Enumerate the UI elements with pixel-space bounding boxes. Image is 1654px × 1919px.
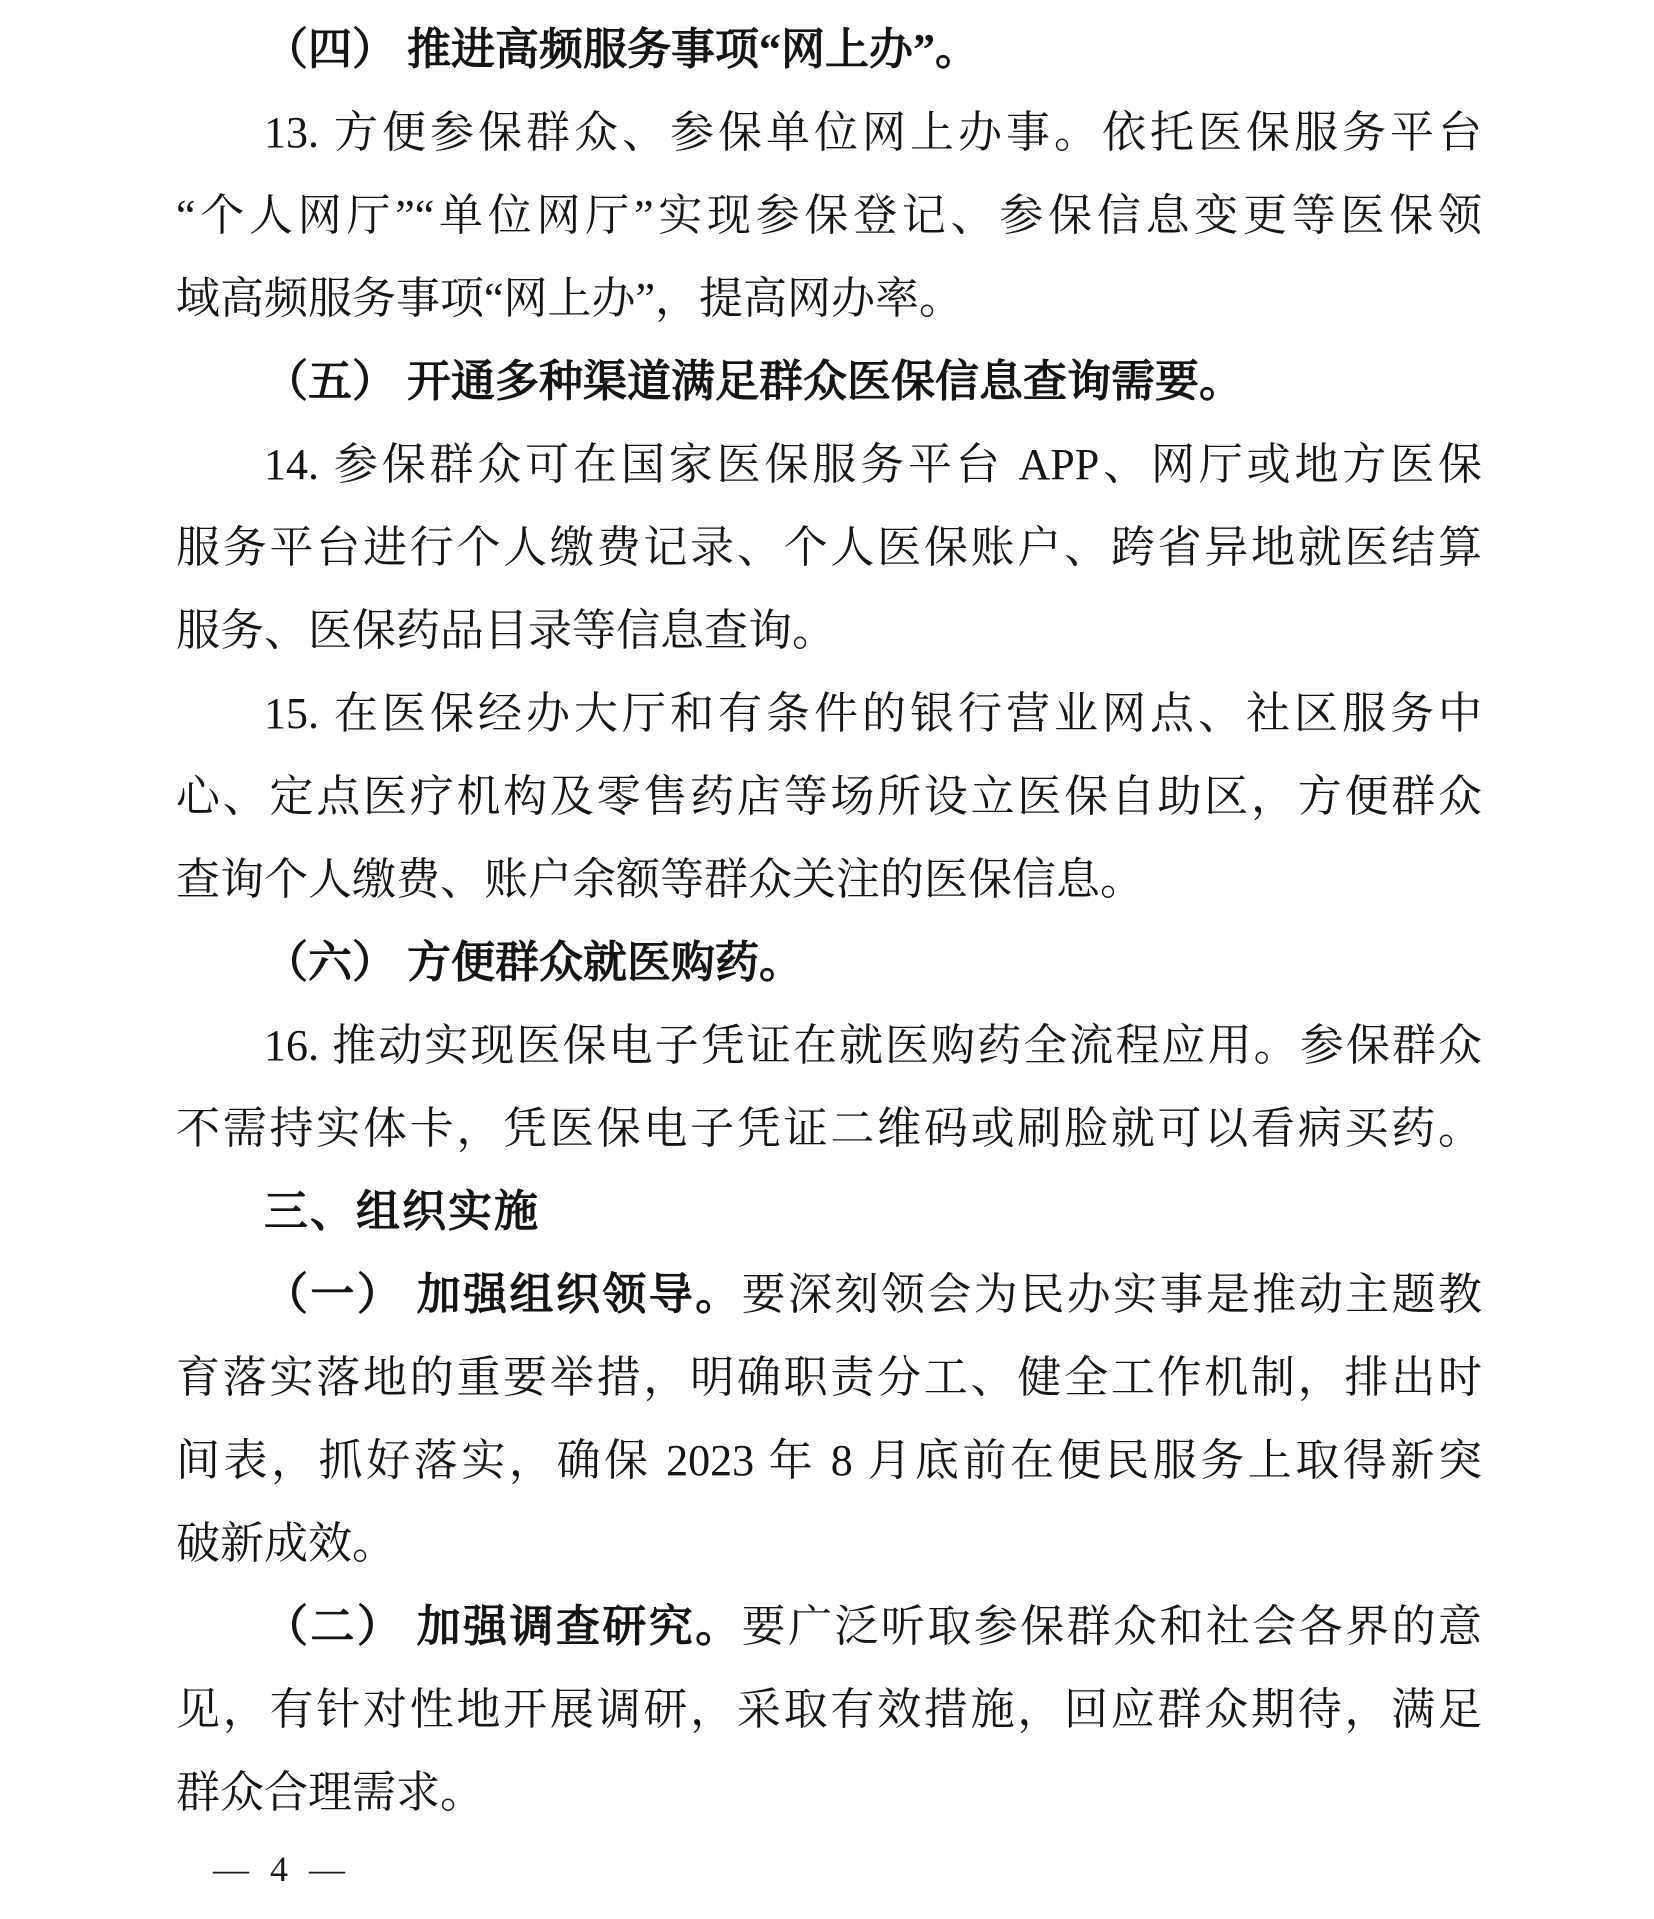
- para-3-2-line-3: 群众合理需求。: [176, 1768, 484, 1817]
- page-number: — 4 —: [213, 1849, 351, 1889]
- para-14-line-3: 服务、医保药品目录等信息查询。: [176, 606, 836, 655]
- para-3-2-line-1: [176, 1585, 1482, 1668]
- para-14-line-2: 服务平台进行个人缴费记录、个人医保账户、跨省异地就医结算: [176, 523, 1482, 572]
- para-13-line-1: 13. 方便参保群众、参保单位网上办事。依托医保服务平台: [264, 108, 1482, 157]
- heading-section-6: （六） 方便群众就医购药。: [264, 938, 803, 987]
- heading-chapter-3: 三、组织实施: [264, 1186, 540, 1237]
- para-3-1-lead: （一） 加强组织领导。: [264, 1270, 742, 1319]
- document-body: [176, 8, 1482, 1834]
- para-3-1-line-1: [176, 1253, 1482, 1336]
- para-13-line-2: “个人网厅”“单位网厅”实现参保登记、参保信息变更等医保领: [176, 191, 1482, 240]
- para-3-1-line-2: 育落实落地的重要举措，明确职责分工、健全工作机制，排出时: [176, 1353, 1482, 1402]
- para-14-line-1: 14. 参保群众可在国家医保服务平台 APP、网厅或地方医保: [264, 440, 1482, 489]
- para-15-line-1: 15. 在医保经办大厅和有条件的银行营业网点、社区服务中: [264, 689, 1482, 738]
- para-3-1-line-4: 破新成效。: [176, 1519, 396, 1568]
- para-3-2-line-2: 见，有针对性地开展调研，采取有效措施，回应群众期待，满足: [176, 1685, 1482, 1734]
- para-16-line-2: 不需持实体卡，凭医保电子凭证二维码或刷脸就可以看病买药。: [176, 1104, 1482, 1153]
- heading-section-5: （五） 开通多种渠道满足群众医保信息查询需要。: [264, 357, 1243, 406]
- para-3-2-rest: 要广泛听取参保群众和社会各界的意: [741, 1602, 1483, 1651]
- para-16-line-1: 16. 推动实现医保电子凭证在就医购药全流程应用。参保群众: [264, 1021, 1482, 1070]
- para-15-line-2: 心、定点医疗机构及零售药店等场所设立医保自助区，方便群众: [176, 772, 1482, 821]
- para-3-2-lead: （二） 加强调查研究。: [264, 1602, 742, 1651]
- para-3-1-rest: 要深刻领会为民办实事是推动主题教: [741, 1270, 1483, 1319]
- para-13-line-3: 域高频服务事项“网上办”，提高网办率。: [176, 274, 964, 323]
- para-3-1-line-3: 间表，抓好落实，确保 2023 年 8 月底前在便民服务上取得新突: [176, 1436, 1482, 1485]
- para-15-line-3: 查询个人缴费、账户余额等群众关注的医保信息。: [176, 855, 1144, 904]
- heading-section-4: （四） 推进高频服务事项“网上办”。: [264, 25, 979, 74]
